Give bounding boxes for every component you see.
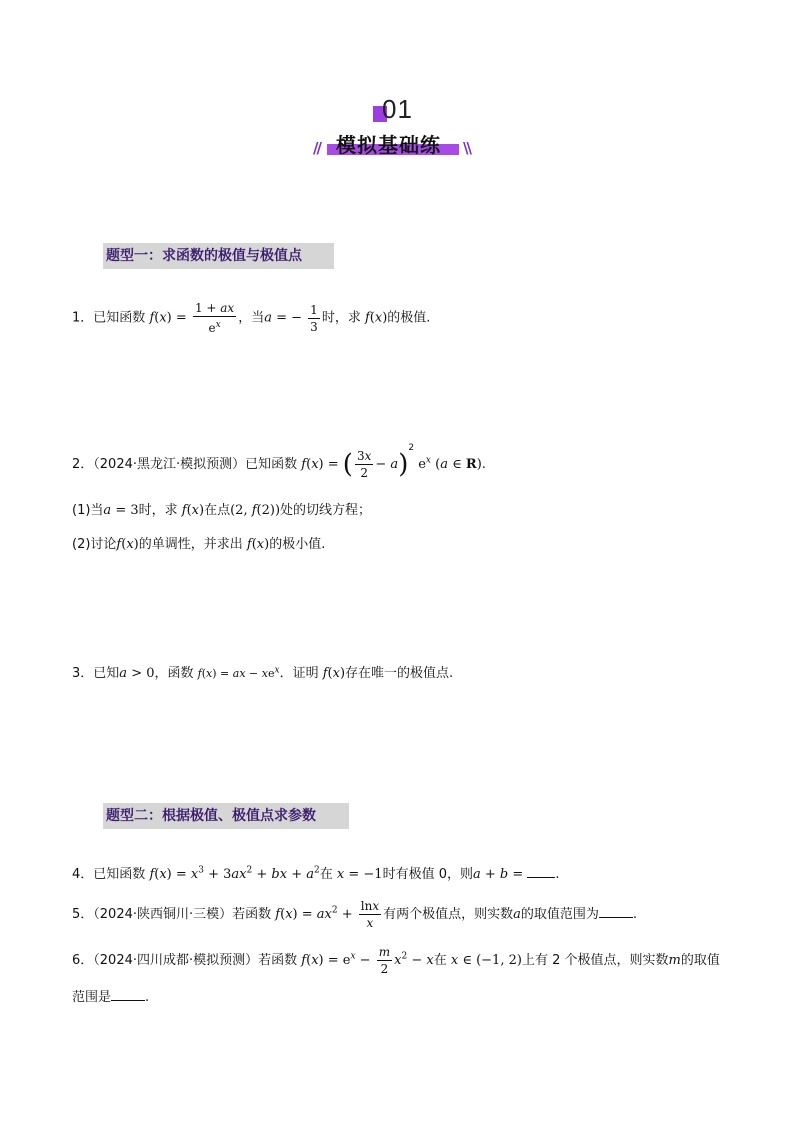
fraction: $\frac{1}{3}$ <box>310 302 318 334</box>
title-slash-left: // <box>313 139 320 157</box>
page-title: 模拟基础练 <box>336 133 441 157</box>
problem-2-part-2: (2)讨论f(x)的单调性，并求出 f(x)的极小值. <box>72 537 326 552</box>
title-slash-right: \\ <box>463 139 470 157</box>
problem-6: 6．（2024·四川成都·模拟预测）若函数 $f(x) = e^x$ − $\frac{m}{2}$ $x^2 - x$在 x ∈ (−1, 2)上有 2 个极值点，则实数m的取值 <box>72 945 720 976</box>
problem-index: 1． <box>72 310 94 326</box>
problem-1: 1．已知函数 f(x) = $\frac{1 + ax}{e^x}$ ，当a = − $\frac{1}{3}$ 时，求 f(x)的极值. <box>72 301 431 335</box>
problem-3: 3．已知a > 0，函数 f(x) = ax − $xe^x$．证明 f(x)存在唯一的极值点. <box>72 665 454 681</box>
problem-source: （2024·陕西铜川·三模） <box>93 907 233 922</box>
section-heading: 题型二：根据极值、极值点求参数 <box>103 803 349 829</box>
fraction: $\frac{1 + ax}{e^x}$ <box>194 301 235 335</box>
answer-blank[interactable] <box>111 1000 145 1001</box>
problem-index: 5． <box>72 907 94 922</box>
problem-2-part-1: (1)当a = 3时，求 f(x)在点(2, f(2))处的切线方程； <box>72 503 372 518</box>
problem-index: 4． <box>72 867 94 882</box>
section-heading: 题型一：求函数的极值与极值点 <box>103 243 334 269</box>
problem-index: 2． <box>72 457 94 472</box>
chapter-number: 01 <box>382 94 413 124</box>
problem-index: 6． <box>72 953 94 968</box>
problem-6-line-2: 范围是 . <box>72 990 150 1005</box>
problem-2: 2．（2024·黑龙江·模拟预测）已知函数 f(x) = ( $\frac{3x}{2}$ − a)$^2$ $e^x$ (a ∈ R). <box>72 443 486 480</box>
formula: f <box>149 310 155 326</box>
answer-blank[interactable] <box>599 917 633 918</box>
problem-index: 3． <box>72 666 94 681</box>
problem-source: （2024·黑龙江·模拟预测） <box>93 457 246 472</box>
problem-4: 4．已知函数 $f(x) = x^3 + 3ax^2$ + bx + $a^2$在 x = −1时有极值 0，则a + b = . <box>72 865 560 882</box>
problem-5: 5．（2024·陕西铜川·三模）若函数 $f(x) = ax^2$ + $\frac{\ln x}{x}$ 有两个极值点，则实数a的取值范围为 . <box>72 899 638 930</box>
answer-blank[interactable] <box>527 877 555 878</box>
problem-source: （2024·四川成都·模拟预测） <box>93 953 259 968</box>
